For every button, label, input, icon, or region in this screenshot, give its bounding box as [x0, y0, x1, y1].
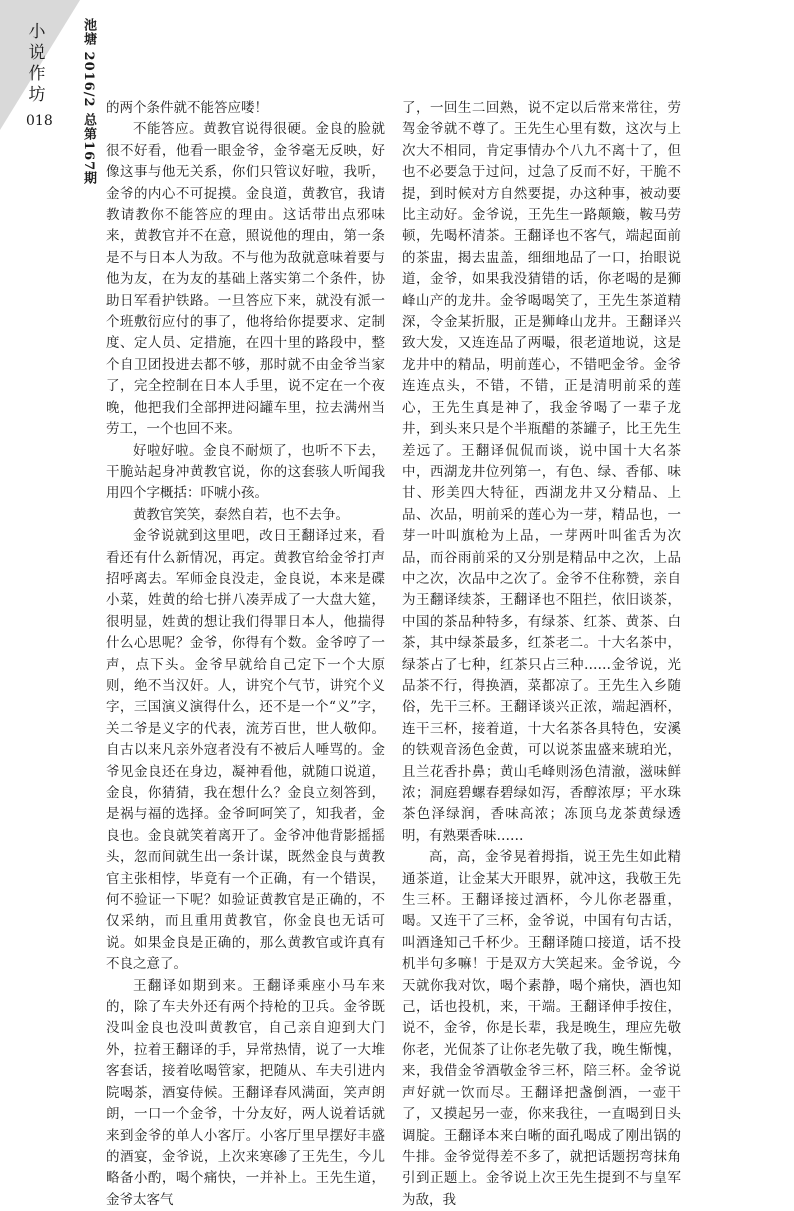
- journal-info: 池塘 2016/2 总第167期: [81, 18, 96, 186]
- paragraph: 了，一回生二回熟，说不定以后常来常往，劳驾金爷就不尊了。王先生心里有数，这次与上次大不相同，肯定事情办个八九不离十了，但也不必要急于过问，过急了反而不好，干脆不提，到时候对方自然要提，办这种事，被动要比主动好。金爷说，王先生一路颠簸，鞍马劳顿，先喝杯清茶。王翻译也不客气，端起面前的茶盅，揭去盅盖，细细地品了一口，抬眼说道，金爷，如果我没猜错的话，你老喝的是狮峰山产的龙井。金爷喝喝笑了，王先生茶道精深，令金某折服，正是狮峰山龙井。王翻译兴致大发，又连连品了两嘬，很老道地说，这是龙井中的精品，明前莲心，不错吧金爷。金爷连连点头，不错，不错，正是清明前采的莲心，王先生真是神了，我金爷喝了一辈子龙井，到头来只是个半瓶醋的茶罐子，比王先生差远了。王翻译侃侃而谈，说中国十大名茶中，西湖龙井位列第一，有色、绿、香郁、味甘、形美四大特征，西湖龙井又分精品、上品、次品，明前采的莲心为一芽，精品也，一芽一叶叫旗枪为上品，一芽两叶叫雀舌为次品，而谷雨前采的又分别是精品中之次，上品中之次，次品中之次了。金爷不住称赞，亲自为王翻译续茶，王翻译也不阻拦，依旧谈茶，中国的茶品种特多，有绿茶、红茶、黄茶、白茶，其中绿茶最多，红茶老二。十大名茶中，绿茶占了七种，红茶只占三种……金爷说，光品茶不行，得换酒，菜都凉了。王先生入乡随俗，先干三杯。王翻译谈兴正浓，端起酒杯，连干三杯，接着道，十大名茶各具特色，安溪的铁观音汤色金黄，可以说茶盅盛来琥珀光，且兰花香扑鼻；黄山毛峰则汤色清澈，滋味鲜浓；洞庭碧螺春碧绿如泻，香醇浓厚；平水珠茶色泽绿润，香味高浓；冻顶乌龙茶黄绿透明，有熟栗香味……: [402, 100, 681, 844]
- paragraph: 王翻译如期到来。王翻译乘座小马车来的，除了车夫外还有两个持枪的卫兵。金爷既没叫金良也没叫黄教官，自己亲自迎到大门外，拉着王翻译的手，异常热情，说了一大堆客套话，接着吆喝管家，把随从、车夫引进内院喝茶，酒宴侍候。王翻译春风满面，笑声朗朗，一口一个金爷，十分友好，两人说着话就来到金爷的单人小客厅。小客厅里早摆好丰盛的酒宴，金爷说，上次来寒碜了王先生，今儿略备小酌，喝个痛快，一并补上。王先生道，金爷太客气: [106, 977, 385, 1208]
- paragraph: 好啦好啦。金良不耐烦了，也听不下去，干脆站起身冲黄教官说，你的这套骇人听闻我用四个字概括：吓唬小孩。: [106, 442, 385, 502]
- section-label: [26, 22, 53, 129]
- paragraph: 金爷说就到这里吧，改日王翻译过来，看看还有什么新情况，再定。黄教官给金爷打声招呼离去。军师金良没走，金良说，本来是碟小菜，姓黄的给七拼八凑弄成了一大盘大筵，很明显，姓黄的想让我们得罪日本人，他揣得什么心思呢？金爷，你得有个数。金爷哼了一声，点下头。金爷早就给自己定下一个大原则，绝不当汉奸。人，讲究个气节，讲究个义字，三国演义演得什么，还不是一个“义”字，关二爷是义字的代表，流芳百世，世人敬仰。自古以来凡亲外寇者没有不被后人唾骂的。金爷见金良还在身边，凝神看他，就随口说道，金良，你猜猜，我在想什么？金良立刻答到，是祸与福的选择。金爷呵呵笑了，知我者，金良也。金良就笑着离开了。金爷冲他背影摇摇头，忽而间就生出一条计谋，既然金良与黄教官主张相悖，毕竟有一个正确，有一个错误，何不验证一下呢？如验证黄教官是正确的，不仅采纳，而且重用黄教官，你金良也无话可说。如果金良是正确的，那么黄教官或许真有不良之意了。: [106, 528, 385, 973]
- paragraph: 的两个条件就不能答应喽！: [106, 100, 268, 116]
- paragraph: 高，高，金爷晃着拇指，说王先生如此精通茶道，让金某大开眼界，就冲这，我敬王先生三杯。王翻译接过酒杯，今儿你老器重，喝。又连干了三杯，金爷说，中国有句古话，叫酒逢知己千杯少。王翻译随口接道，话不投机半句多嘛！于是双方大笑起来。金爷说，今天就你我对饮，喝个素静，喝个痛快，酒也知己，话也投机，来，干端。王翻译伸手按住，说不，金爷，你是长辈，我是晚生，理应先敬你老，光侃茶了让你老先敬了我，晚生惭愧，来，我借金爷酒敬金爷三杯，陪三杯。金爷说声好就一饮而尽。王翻译把盏倒酒，一壶干了，又摸起另一壶，你来我往，一直喝到日头调腚。王翻译本来白晰的面孔喝成了刚出锅的牛排。金爷觉得差不多了，就把话题拐弯抹角引到正题上。金爷说上次王先生提到不与皇军为敌，我: [402, 849, 681, 1208]
- text-column-left: [106, 98, 385, 1208]
- text-column-right: [402, 98, 681, 1208]
- paragraph: 不能答应。黄教官说得很硬。金良的脸就很不好看，他看一眼金爷，金爷毫无反映，好像这事与他无关系，你们只管议好啦，我听，金爷的内心不可捉摸。金良道，黄教官，我请教请教你不能答应的理由。这话带出点邪味来，黄教官并不在意，照说他的理由，第一条是不与日本人为敌。不与他为敌就意味着要与他为友，在为友的基础上落实第二个条件，协助日军看护铁路。一旦答应下来，就没有派一个班敷衍应付的事了，他将给你提要求、定制度、定人员、定措施，在四十里的路段中，整个自卫团投进去都不够，那时就不由金爷当家了，完全控制在日本人手里，说不定在一个夜晚，他把我们全部押进闷罐车里，拉去满州当劳工，一个也回不来。: [106, 121, 385, 438]
- page-number: 018: [26, 113, 53, 129]
- paragraph: 黄教官笑笑，泰然自若，也不去争。: [133, 506, 349, 523]
- section-title: 小说作坊: [28, 22, 46, 105]
